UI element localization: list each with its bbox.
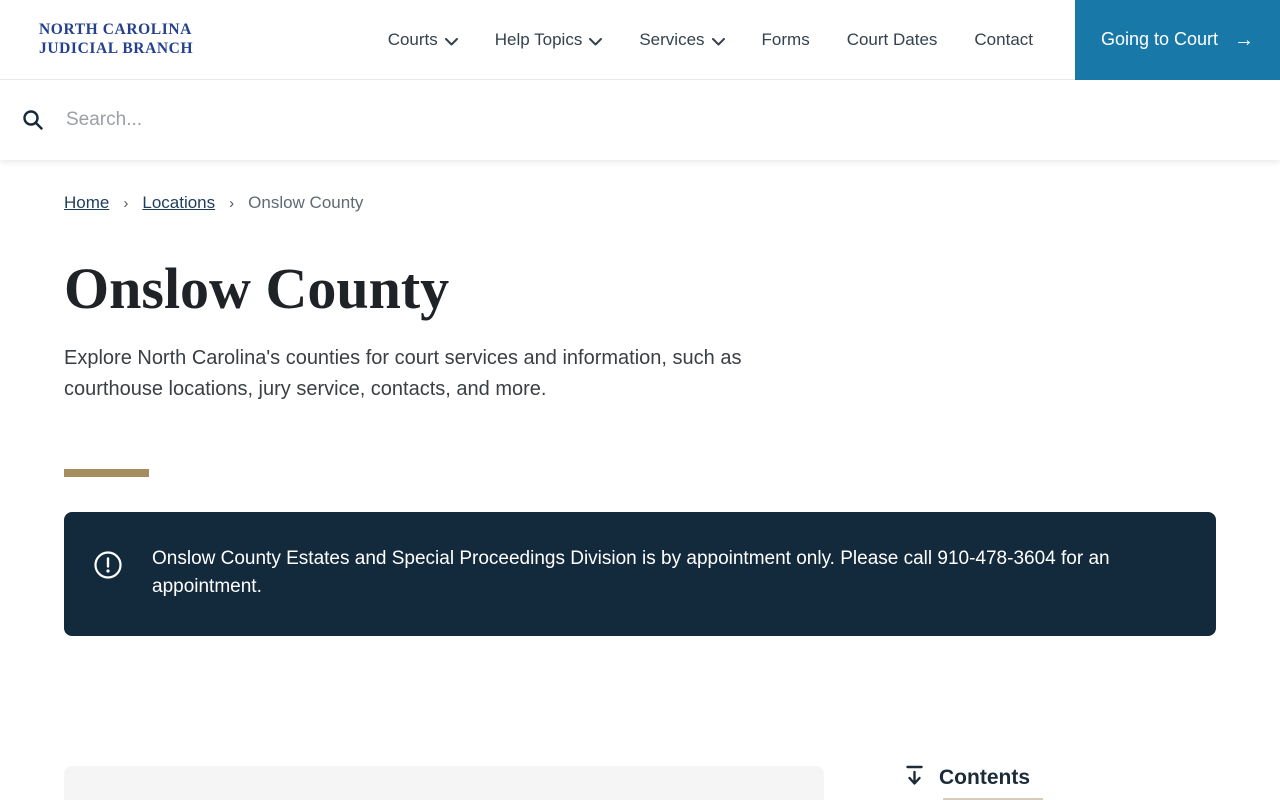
nav-item-label: Contact xyxy=(974,29,1033,49)
logo-line-1: NORTH CAROLINA xyxy=(39,20,192,38)
chevron-down-icon xyxy=(589,31,602,51)
search-bar xyxy=(0,80,1280,160)
jump-down-icon xyxy=(905,765,924,791)
breadcrumb xyxy=(64,193,1216,213)
main-nav xyxy=(388,29,1033,51)
alert-banner xyxy=(64,512,1216,636)
nav-item-label: Help Topics xyxy=(494,29,583,49)
breadcrumb-link-locations[interactable]: Locations xyxy=(142,193,216,212)
breadcrumb-link-home[interactable]: Home xyxy=(64,193,110,212)
chevron-down-icon xyxy=(445,31,458,51)
nav-item-label: Forms xyxy=(761,29,810,49)
content-card xyxy=(64,766,824,800)
alert-message: Onslow County Estates and Special Proceedings Division is by appointment only. Please call 910-478-3604 for an appointment. xyxy=(152,547,1110,597)
search-icon[interactable] xyxy=(22,109,44,131)
contents-box xyxy=(905,765,1043,800)
nav-item-court-dates[interactable] xyxy=(847,30,938,50)
going-to-court-label: Going to Court xyxy=(1100,29,1219,49)
search-input[interactable] xyxy=(66,109,966,131)
chevron-down-icon xyxy=(712,31,725,51)
breadcrumb-current: Onslow County xyxy=(248,193,364,212)
nav-item-help-topics[interactable] xyxy=(495,29,603,51)
contents-heading[interactable] xyxy=(905,765,1043,791)
gold-divider xyxy=(64,469,149,477)
page-title: Onslow County xyxy=(64,256,450,321)
logo-line-2: JUDICIAL BRANCH xyxy=(39,39,194,57)
breadcrumb-separator: › xyxy=(123,195,129,212)
site-header xyxy=(0,0,1280,80)
breadcrumb-separator: › xyxy=(229,195,235,212)
nav-item-contact[interactable] xyxy=(974,30,1033,50)
arrow-right-icon: → xyxy=(1234,28,1255,51)
page-intro: Explore North Carolina's counties for court services and information, such as courthouse locations, jury service, contacts, and more. xyxy=(64,346,742,400)
nav-item-label: Court Dates xyxy=(846,29,938,49)
contents-label: Contents xyxy=(939,766,1030,789)
nav-item-services[interactable] xyxy=(639,29,724,51)
main-content xyxy=(0,193,1280,636)
nav-item-label: Services xyxy=(639,29,705,49)
nav-item-courts[interactable] xyxy=(388,29,458,51)
going-to-court-button[interactable] xyxy=(1075,0,1280,80)
alert-info-icon xyxy=(94,551,122,584)
nav-item-label: Courts xyxy=(387,29,438,49)
nav-item-forms[interactable] xyxy=(762,30,810,50)
site-logo[interactable] xyxy=(39,21,193,58)
